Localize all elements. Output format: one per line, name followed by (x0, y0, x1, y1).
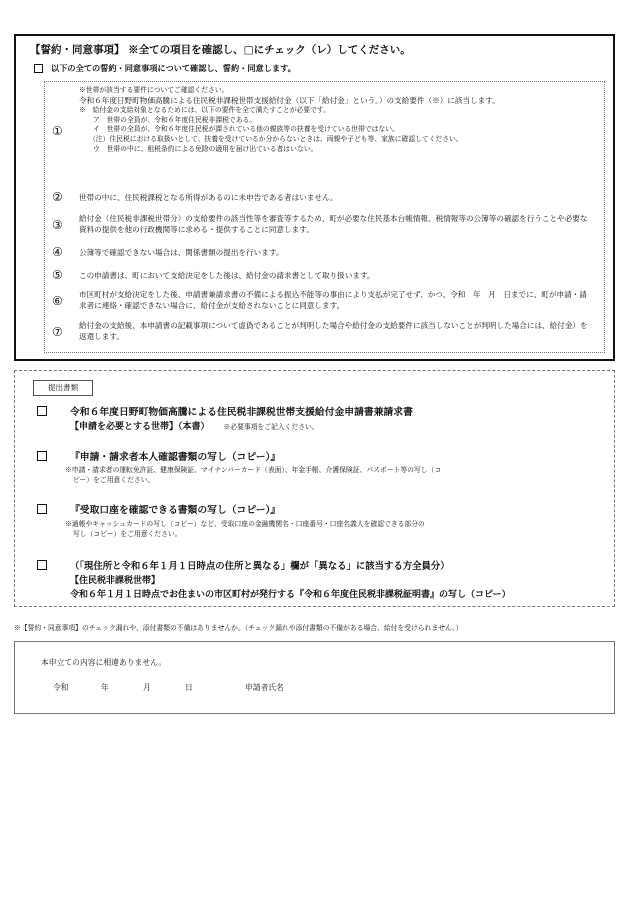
item-text: 給付金の支給後、本申請書の記載事項について虚偽であることが判明した場合や給付金の支給要件に該当しないことが判明した場合には、給付金）を返還します。 (79, 321, 588, 341)
item-number: ⑥ (52, 294, 63, 308)
oath-item-5 (45, 268, 604, 288)
doc-sub: 【申請を必要とする世帯】（本書） (70, 422, 210, 432)
footnote: ※【誓約・同意事項】のチェック漏れや、添付書類の不備はありませんか。（チェック漏れや添付書類の不備がある場合、給付を受けられません。） (14, 624, 463, 632)
declaration-section (14, 641, 615, 714)
doc-item-application (37, 404, 604, 436)
doc-title: 令和６年度日野町物価高騰による住民税非課税世帯支援給付金申請書兼請求書 (70, 407, 413, 418)
doc-title: 『受取口座を確認できる書類の写し（コピー）』 (70, 505, 281, 516)
item-text: 給付金（住民税非課税世帯分）の支給要件の該当性等を審査等するため、町が必要な住民基本台帳情報、税情報等の公簿等の確認を行うことや必要な資料の提供を他の行政機関等に求める・提供することに同意します。 (79, 214, 588, 234)
doc-note: ※必要事項をご記入ください。 (223, 423, 319, 431)
declaration-text: 本申立ての内容に相違ありません。 (41, 658, 167, 667)
oath-item-2 (45, 190, 604, 210)
item-sub-4: ウ 世帯の中に、租税条約による免除の適用を届け出ている者はいない。 (93, 144, 318, 153)
oath-item-7 (45, 319, 604, 347)
oath-item-1 (45, 86, 604, 184)
item-pre-note: ※世帯が該当する要件についてご確認ください。 (79, 86, 229, 94)
doc-sub: 【住民税非課税世帯】 (70, 576, 161, 586)
oath-item-6 (45, 288, 604, 316)
doc-item-id-copy (37, 449, 604, 489)
doc-checkbox-bank-copy[interactable] (37, 504, 47, 514)
agree-all-row[interactable] (34, 63, 296, 74)
oath-item-4 (45, 245, 604, 265)
agree-all-label: 以下の全ての誓約・同意事項について確認し、誓約・同意します。 (51, 63, 296, 73)
doc-sub-2: 令和６年１月１日時点でお住まいの市区町村が発行する『令和６年度住民税非課税証明書』の写し（コピー） (70, 590, 511, 600)
item-sub-2: イ 世帯の全員が、令和６年度住民税が課されている他の親族等の扶養を受けている世帯ではない。 (93, 125, 399, 134)
doc-note-1: ※申請・請求者の運転免許証、健康保険証、マイナンバーカード（表面）、年金手帳、介護保険証、パスポート等の写し（コ (65, 466, 442, 474)
item-text: 公簿等で確認できない場合は、関係書類の提出を行います。 (79, 248, 284, 257)
documents-label: 提出書類 (33, 380, 93, 396)
item-number: ④ (52, 245, 63, 259)
date-era: 令和 (53, 683, 69, 692)
item-number: ⑤ (52, 268, 63, 282)
submission-documents-section (14, 370, 615, 607)
doc-checkbox-application[interactable] (37, 406, 47, 416)
doc-title: 『申請・請求者本人確認書類の写し（コピー）』 (70, 452, 281, 463)
item-text: 市区町村が支給決定をした後、申請書兼請求書の不備による振込不能等の事由により支払が完了せず、かつ、令和 年 月 日までに、町が申請・請求者に連絡・確認できない場合に、給付金が支給されないことに同意します。 (79, 290, 587, 310)
date-month: 月 (143, 683, 151, 692)
doc-checkbox-tax-certificate[interactable] (37, 560, 47, 570)
oath-title: 【誓約・同意事項】 ※全ての項目を確認し、□にチェック（レ）してください。 (30, 44, 411, 56)
agree-all-checkbox[interactable] (34, 64, 43, 73)
doc-note-2: ピー）をご用意ください。 (73, 476, 155, 484)
oath-items-list (44, 81, 605, 353)
date-day: 日 (185, 683, 193, 692)
applicant-name-label: 申請者氏名 (245, 683, 284, 692)
doc-item-bank-copy (37, 502, 604, 542)
oath-item-3 (45, 212, 604, 240)
doc-title: （「現住所と令和６年１月１日時点の住所と異なる」欄が「異なる」に該当する方全員分） (70, 561, 450, 572)
date-year: 年 (101, 683, 109, 692)
item-number: ③ (52, 218, 63, 232)
item-number: ② (52, 190, 63, 204)
doc-item-tax-certificate (37, 558, 604, 604)
item-text: 世帯の中に、住民税課税となる所得があるのに未申告である者はいません。 (79, 193, 338, 202)
item-main-text: 令和６年度日野町物価高騰による住民税非課税世帯支援給付金（以下「給付金」という。）の支給要件（※）に該当します。 (79, 95, 500, 105)
item-sub-1: ア 世帯の全員が、令和６年度住民税非課税である。 (93, 115, 257, 124)
doc-checkbox-id-copy[interactable] (37, 451, 47, 461)
item-number: ① (52, 124, 63, 138)
oath-section (14, 34, 615, 361)
item-sub-3: （注）住民税における取扱いとして、扶養を受けているか分からないときは、両親や子ども等、家族に確認してください。 (89, 134, 463, 143)
item-sub-0: ※ 給付金の支給対象となるためには、以下の要件を全て満たすことが必要です。 (79, 106, 330, 115)
doc-note-2: 写し（コピー）をご用意ください。 (73, 530, 182, 538)
item-number: ⑦ (52, 325, 63, 339)
item-text: この申請書は、町において支給決定をした後は、給付金の請求書として取り扱います。 (79, 271, 375, 280)
doc-note-1: ※通帳やキャッシュカードの写し（コピー）など、受取口座の金融機関名・口座番号・口座名義人を確認できる部分の (65, 520, 425, 528)
